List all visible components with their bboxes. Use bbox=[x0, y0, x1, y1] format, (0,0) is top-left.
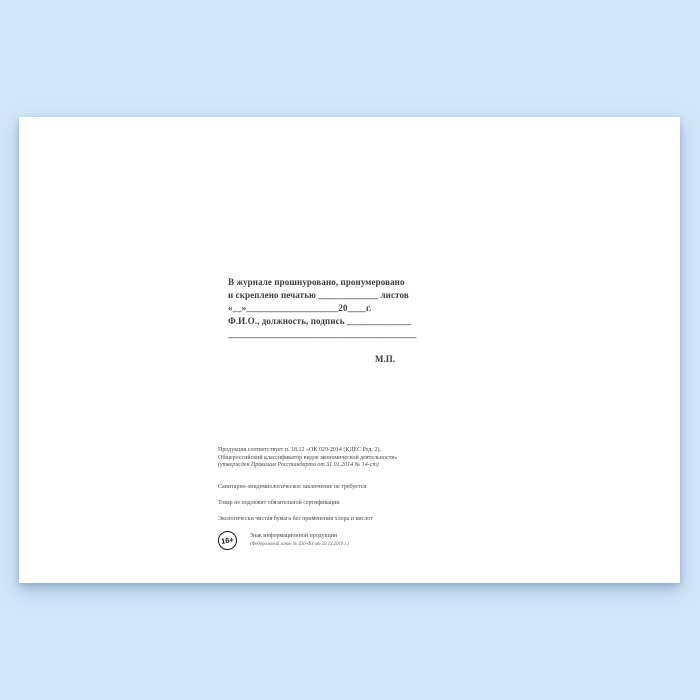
stamp-place-label: М.П. bbox=[375, 354, 395, 364]
binding-line-3: «__»____________________20____г. bbox=[228, 303, 372, 313]
certification-note: Товар не подлежит обязательной сертификации bbox=[218, 500, 340, 507]
sanitary-note: Санитарно-эпидемиологическое заключение не требуется bbox=[218, 483, 367, 490]
age-rating-row bbox=[218, 531, 478, 550]
info-product-sign-label: Знак информационной продукции bbox=[250, 533, 338, 540]
age-rating-16-plus-icon: 16+ bbox=[217, 529, 238, 550]
info-product-sign-law: (Федеральный закон № 436-ФЗ от 29.12.2010 г.) bbox=[250, 541, 350, 547]
binding-line-2: и скреплено печатью _____________ листов bbox=[228, 290, 409, 300]
okved-compliance-line-1: Продукция соответствует п. 18.12 «ОК 029-2014 (КДЕС Ред. 2). bbox=[218, 447, 381, 453]
info-product-sign-text bbox=[250, 533, 349, 547]
journal-back-page bbox=[19, 117, 680, 583]
binding-line-1: В журнале прошнуровано, пронумеровано bbox=[228, 277, 405, 287]
eco-paper-note: Экологически чистая бумага без применения хлора и кислот bbox=[218, 515, 373, 522]
compliance-block bbox=[218, 447, 478, 550]
binding-line-4: Ф.И.О., должность, подпись ______________ bbox=[228, 316, 412, 326]
okved-compliance-line-2: Общероссийский классификатор видов экономической деятельности» bbox=[218, 454, 398, 461]
binding-line-5: _________________________________________ bbox=[228, 329, 417, 339]
binding-certification-block bbox=[228, 276, 443, 341]
okved-compliance-line-3: (утвержден Приказом Росстандарта от 31.01.2014 № 14-ст) bbox=[218, 462, 379, 469]
